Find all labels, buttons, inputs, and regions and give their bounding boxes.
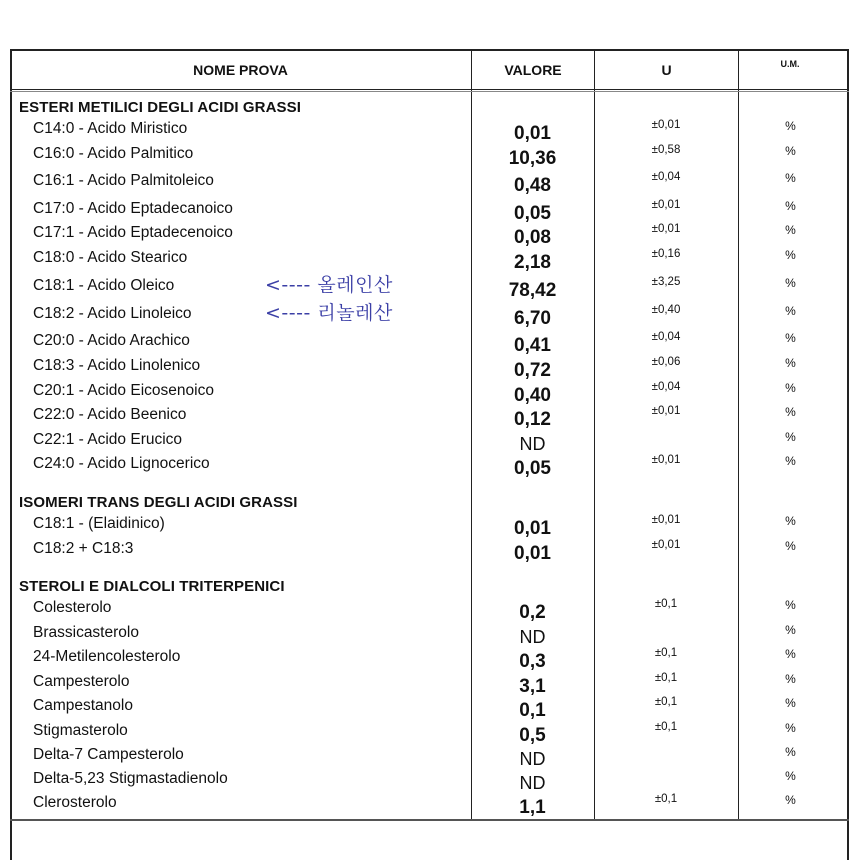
row-uncertainty: ±0,16 [651,248,681,260]
row-name: Brassicasterolo [33,624,139,641]
row-name: Stigmasterolo [33,722,128,739]
row-unit: % [785,696,796,710]
row-value: 0,40 [514,385,551,406]
row-uncertainty: ±0,40 [651,304,681,316]
row-unit: % [785,223,796,237]
row-uncertainty: ±0,1 [654,793,678,805]
row-name: C20:1 - Acido Eicosenoico [33,382,214,399]
section-title: STEROLI E DIALCOLI TRITERPENICI [19,578,285,595]
header-valore: VALORE [504,62,562,78]
row-name: C17:1 - Acido Eptadecenoico [33,224,233,241]
section-title: ISOMERI TRANS DEGLI ACIDI GRASSI [19,494,298,511]
table-row [0,624,860,648]
row-name: 24-Metilencolesterolo [33,648,181,665]
row-unit: % [785,304,796,318]
row-value: 0,01 [514,123,551,144]
table-row [0,406,860,430]
row-value: 0,05 [514,458,551,479]
row-name: C24:0 - Acido Lignocerico [33,455,210,472]
row-name: Delta-5,23 Stigmastadienolo [33,770,228,787]
table-row [0,249,860,273]
row-value: 0,72 [514,360,551,381]
table-row [0,697,860,721]
row-value: 0,1 [519,700,546,721]
table-row [0,673,860,697]
row-name: Campesterolo [33,673,130,690]
row-unit: % [785,672,796,686]
row-value: 0,12 [514,409,551,430]
row-uncertainty: ±0,06 [651,356,681,368]
row-value: 1,1 [519,797,546,818]
header-um: U.M. [780,59,800,69]
table-row [0,224,860,248]
row-name: C18:2 - Acido Linoleico [33,305,192,322]
row-value: 0,5 [519,725,546,746]
row-unit: % [785,144,796,158]
row-name: C16:0 - Acido Palmitico [33,145,194,162]
row-name: C20:0 - Acido Arachico [33,332,190,349]
table-row [0,540,860,564]
row-name: C14:0 - Acido Miristico [33,120,188,137]
table-row [0,200,860,224]
row-value: 0,2 [519,602,546,623]
row-value: ND [519,773,546,793]
row-unit: % [785,454,796,468]
row-value: 2,18 [514,252,551,273]
row-value: 78,42 [508,280,557,301]
row-unit: % [785,171,796,185]
row-value: ND [519,434,546,454]
table-row [0,305,860,329]
row-unit: % [785,199,796,213]
row-name: C18:3 - Acido Linolenico [33,357,201,374]
row-unit: % [785,248,796,262]
table-row [0,599,860,623]
row-uncertainty: ±0,58 [651,144,681,156]
table-row [0,382,860,406]
row-value: 0,48 [514,175,551,196]
row-value: 0,05 [514,203,551,224]
row-uncertainty: ±0,01 [651,405,681,417]
row-name: Colesterolo [33,599,112,616]
table-row [0,648,860,672]
table-row [0,120,860,144]
row-uncertainty: ±0,01 [651,223,681,235]
table-row [0,332,860,356]
table-row [0,722,860,746]
row-value: 10,36 [508,148,557,169]
header-u: U [661,62,672,78]
row-unit: % [785,721,796,735]
row-value: 0,01 [514,518,551,539]
row-unit: % [785,623,796,637]
row-unit: % [785,793,796,807]
row-uncertainty: ±0,01 [651,514,681,526]
row-unit: % [785,647,796,661]
header-nome-prova: NOME PROVA [193,62,288,78]
row-unit: % [785,405,796,419]
table-row [0,431,860,455]
header-separator [10,89,849,90]
row-unit: % [785,356,796,370]
table-row [0,145,860,169]
row-unit: % [785,276,796,290]
table-row [0,515,860,539]
table-row [0,172,860,196]
row-name: Delta-7 Campesterolo [33,746,184,763]
row-uncertainty: ±0,1 [654,672,678,684]
row-value: 6,70 [514,308,551,329]
row-value: 0,08 [514,227,551,248]
row-name: C18:1 - (Elaidinico) [33,515,165,532]
row-unit: % [785,539,796,553]
row-value: 3,1 [519,676,546,697]
row-unit: % [785,331,796,345]
table-row [0,746,860,770]
row-name: C17:0 - Acido Eptadecanoico [33,200,233,217]
row-uncertainty: ±0,04 [651,171,681,183]
annotation-oleic: <---- 올레인산 [265,274,393,296]
row-value: 0,01 [514,543,551,564]
table-row [0,455,860,479]
row-name: C16:1 - Acido Palmitoleico [33,172,214,189]
row-name: C22:0 - Acido Beenico [33,406,187,423]
row-unit: % [785,430,796,444]
row-uncertainty: ±0,1 [654,647,678,659]
row-unit: % [785,769,796,783]
row-uncertainty: ±3,25 [651,276,681,288]
row-uncertainty: ±0,01 [651,539,681,551]
row-uncertainty: ±0,01 [651,119,681,131]
section-title: ESTERI METILICI DEGLI ACIDI GRASSI [19,99,302,116]
row-value: ND [519,627,546,647]
row-name: C18:2 + C18:3 [33,540,134,557]
row-value: ND [519,749,546,769]
row-name: C22:1 - Acido Erucico [33,431,183,448]
header-separator [10,91,849,92]
row-unit: % [785,381,796,395]
row-uncertainty: ±0,1 [654,598,678,610]
row-value: 0,3 [519,651,546,672]
annotation-linoleic: <---- 리놀레산 [265,302,393,324]
table-row [0,277,860,301]
row-uncertainty: ±0,01 [651,454,681,466]
row-name: Clerosterolo [33,794,117,811]
table-row [0,770,860,794]
row-name: C18:1 - Acido Oleico [33,277,175,294]
row-uncertainty: ±0,04 [651,331,681,343]
table-row [0,794,860,818]
row-unit: % [785,119,796,133]
row-name: Campestanolo [33,697,133,714]
row-name: C18:0 - Acido Stearico [33,249,188,266]
row-uncertainty: ±0,01 [651,199,681,211]
bottom-rule [10,819,849,821]
row-uncertainty: ±0,1 [654,696,678,708]
row-unit: % [785,514,796,528]
row-value: 0,41 [514,335,551,356]
table-row [0,357,860,381]
row-uncertainty: ±0,04 [651,381,681,393]
row-uncertainty: ±0,1 [654,721,678,733]
row-unit: % [785,598,796,612]
row-unit: % [785,745,796,759]
